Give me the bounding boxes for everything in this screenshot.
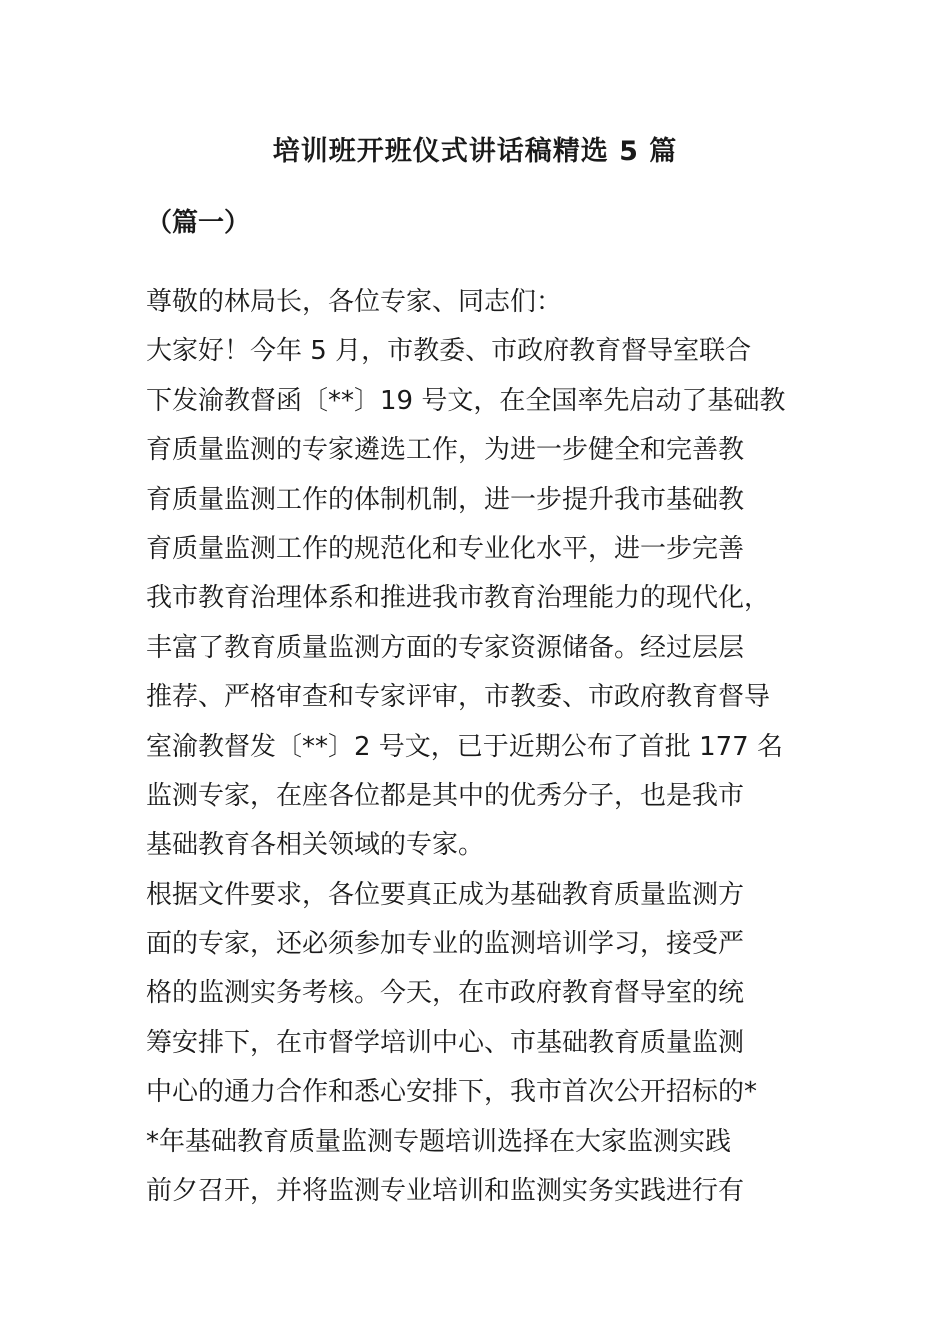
text-line: 根据文件要求，各位要真正成为基础教育质量监测方	[146, 879, 745, 910]
text-line: *年基础教育质量监测专题培训选择在大家监测实践	[146, 1126, 732, 1157]
text-line: 育质量监测的专家遴选工作，为进一步健全和完善教	[146, 435, 745, 466]
text-line: 下发渝教督函〔**〕19 号文，在全国率先启动了基础教	[146, 385, 786, 416]
text-line-greeting: 尊敬的林局长，各位专家、同志们：	[146, 287, 563, 317]
text-line: 监测专家，在座各位都是其中的优秀分子，也是我市	[146, 780, 745, 811]
text-line: 育质量监测工作的规范化和专业化水平，进一步完善	[146, 533, 745, 564]
text-line: 筹安排下，在市督学培训中心、市基础教育质量监测	[146, 1027, 745, 1058]
document-title: 培训班开班仪式讲话稿精选 5 篇	[272, 136, 678, 167]
text-line: 基础教育各相关领域的专家。	[146, 830, 485, 861]
text-line: 室渝教督发〔**〕2 号文，已于近期公布了首批 177 名	[146, 731, 783, 762]
text-line: 我市教育治理体系和推进我市教育治理能力的现代化，	[146, 583, 771, 614]
text-line: 中心的通力合作和悉心安排下，我市首次公开招标的*	[146, 1077, 758, 1108]
text-line: 格的监测实务考核。今天，在市政府教育督导室的统	[146, 978, 745, 1009]
text-line: 推荐、严格审查和专家评审，市教委、市政府教育督导	[146, 682, 771, 713]
text-line: 育质量监测工作的体制机制，进一步提升我市基础教	[146, 484, 745, 515]
section-heading: （篇一）	[146, 208, 251, 238]
text-line: 丰富了教育质量监测方面的专家资源储备。经过层层	[146, 632, 745, 663]
text-line: 大家好！今年 5 月，市教委、市政府教育督导室联合	[146, 336, 752, 367]
document-body	[146, 278, 826, 1216]
text-line: 面的专家，还必须参加专业的监测培训学习，接受严	[146, 929, 745, 960]
text-line: 前夕召开，并将监测专业培训和监测实务实践进行有	[146, 1176, 745, 1207]
